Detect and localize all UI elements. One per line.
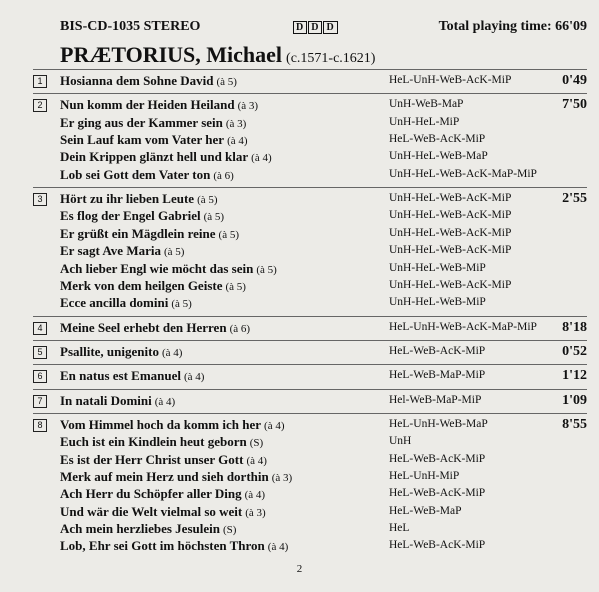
performers: HeL-WeB-AcK-MiP [389, 133, 486, 146]
performers: HeL-WeB-MaP [389, 504, 462, 517]
track-duration: 0'52 [562, 343, 587, 359]
track-title [60, 451, 267, 470]
track-number: 6 [33, 370, 47, 383]
track-title [60, 277, 246, 296]
track-title [60, 367, 204, 386]
voice-count: (à 3) [237, 100, 259, 113]
track-title-text: Es flog der Engel Gabriel [60, 208, 201, 224]
track-title-text: En natus est Emanuel [60, 368, 181, 384]
track-part-row [0, 131, 599, 148]
track-title-text: Er sagt Ave Maria [60, 243, 161, 259]
track-title-text: Er grüßt ein Mägdlein reine [60, 225, 216, 241]
track-row [0, 190, 599, 207]
track-part-row [0, 242, 599, 259]
track-title [60, 416, 285, 435]
track-title [60, 319, 250, 338]
track-row [0, 392, 599, 409]
track-part-row [0, 537, 599, 554]
track-row [0, 416, 599, 433]
voice-count: (à 4) [246, 454, 267, 467]
composer-name: PRÆTORIUS, Michael [60, 42, 283, 67]
track-duration: 0'49 [562, 73, 587, 88]
track-title [60, 294, 192, 313]
voice-count: (S) [249, 437, 264, 450]
track-title [60, 166, 234, 185]
ddd-letter: D [293, 21, 307, 34]
track-title [60, 260, 277, 279]
voice-count: (à 5) [256, 263, 277, 276]
voice-count: (à 4) [267, 541, 289, 554]
track-divider [33, 93, 587, 94]
performers: UnH-HeL-WeB-AcK-MaP-MiP [389, 167, 537, 180]
performers: HeL-WeB-AcK-MiP [389, 452, 486, 465]
track-part-row [0, 166, 599, 183]
track-title [60, 468, 292, 487]
track-title [60, 242, 184, 261]
voice-count: (à 6) [213, 169, 234, 182]
track-part-row [0, 433, 599, 450]
voice-count: (à 6) [229, 322, 251, 335]
track-title [60, 207, 224, 226]
track-title-text: Hosianna dem Sohne David [60, 73, 214, 88]
track-duration: 1'12 [562, 368, 587, 384]
track-number: 5 [33, 346, 47, 359]
performers: UnH-HeL-WeB-AcK-MiP [389, 209, 512, 222]
track-title-text: Psallite, unigenito [60, 343, 159, 359]
track-title-text: Sein Lauf kam vom Vater her [60, 132, 225, 148]
track-title-text: In natali Domini [60, 392, 152, 408]
track-title-text: Und wär die Welt vielmal so weit [60, 503, 243, 519]
track-title-text: Dein Krippen glänzt hell und klar [60, 149, 249, 165]
track-title-text: Vom Himmel hoch da komm ich her [60, 416, 262, 432]
track-row [0, 343, 599, 360]
track-title-text: Merk auf mein Herz und sieh dorthin [60, 469, 269, 484]
ddd-letter: D [308, 21, 322, 34]
track-title [60, 392, 175, 411]
track-title-text: Merk von dem heilgen Geiste [60, 277, 223, 293]
track-duration: 8'55 [562, 416, 587, 432]
track-divider [33, 413, 587, 414]
performers: UnH-HeL-WeB-MaP [389, 150, 488, 163]
track-part-row [0, 277, 599, 294]
voice-count: (à 4) [154, 395, 176, 408]
track-number: 4 [33, 322, 47, 335]
performers: HeL-UnH-MiP [389, 470, 460, 482]
track-title-text: Ach mein herzliebes Jesulein [60, 521, 220, 537]
performers: UnH-HeL-WeB-AcK-MiP [389, 192, 512, 205]
track-part-row [0, 294, 599, 311]
performers: UnH [389, 435, 412, 448]
composer-dates: (c.1571-c.1621) [286, 51, 376, 66]
track-part-row [0, 225, 599, 242]
track-number: 8 [33, 419, 47, 432]
voice-count: (à 4) [184, 371, 205, 384]
track-row [0, 319, 599, 336]
track-divider [33, 340, 587, 341]
track-title [60, 190, 218, 209]
track-number: 1 [33, 75, 47, 88]
track-part-row [0, 148, 599, 165]
track-divider [33, 316, 587, 317]
voice-count: (à 5) [171, 298, 192, 311]
track-title [60, 343, 182, 362]
track-number: 3 [33, 193, 47, 206]
track-part-row [0, 260, 599, 277]
performers: UnH-HeL-WeB-AcK-MiP [389, 226, 512, 239]
track-title-text: Ach Herr du Schöpfer aller Ding [60, 486, 242, 502]
voice-count: (à 4) [227, 135, 248, 148]
voice-count: (à 4) [161, 346, 183, 359]
performers: Hel-WeB-MaP-MiP [389, 393, 482, 406]
track-part-row [0, 503, 599, 520]
performers: HeL-WeB-AcK-MiP [389, 344, 486, 357]
track-title [60, 537, 288, 556]
performers: UnH-HeL-WeB-AcK-MiP [389, 278, 512, 291]
track-title-text: Nun komm der Heiden Heiland [60, 97, 235, 113]
track-part-row [0, 451, 599, 468]
track-divider [33, 389, 587, 390]
track-divider [33, 69, 587, 70]
track-row [0, 72, 599, 89]
track-title-text: Euch ist ein Kindlein heut geborn [60, 434, 247, 450]
track-title [60, 148, 272, 167]
track-title-text: Hört zu ihr lieben Leute [60, 191, 195, 207]
track-title [60, 433, 263, 452]
track-divider [33, 187, 587, 188]
track-row [0, 96, 599, 113]
ddd-letter: D [323, 21, 337, 34]
voice-count: (à 5) [163, 246, 185, 259]
track-row [0, 367, 599, 384]
track-title [60, 520, 236, 539]
track-title [60, 485, 265, 504]
voice-count: (à 4) [251, 152, 272, 165]
track-title-text: Ecce ancilla domini [60, 295, 169, 311]
voice-count: (à 3) [271, 472, 293, 484]
track-duration: 2'55 [562, 191, 587, 207]
track-title [60, 114, 246, 133]
performers: HeL-UnH-WeB-AcK-MiP [389, 74, 512, 86]
track-part-row [0, 468, 599, 485]
performers: UnH-HeL-WeB-MiP [389, 296, 486, 309]
track-title [60, 131, 248, 150]
track-title [60, 96, 258, 115]
track-part-row [0, 485, 599, 502]
total-playing-time: Total playing time: 66'09 [438, 19, 587, 34]
voice-count: (à 5) [197, 194, 218, 207]
track-title [60, 72, 237, 91]
track-title-text: Ach lieber Engl wie möcht das sein [60, 260, 254, 276]
track-title-text: Lob, Ehr sei Gott im höchsten Thron [60, 538, 265, 554]
voice-count: (à 5) [218, 228, 239, 241]
track-divider [33, 364, 587, 365]
performers: HeL-WeB-AcK-MiP [389, 487, 486, 500]
voice-count: (à 5) [203, 211, 225, 224]
voice-count: (à 3) [245, 506, 266, 519]
track-duration: 7'50 [562, 97, 587, 113]
performers: HeL-WeB-MaP-MiP [389, 369, 486, 382]
voice-count: (S) [222, 524, 237, 537]
track-number: 2 [33, 99, 47, 112]
catalog-number: BIS-CD-1035 STEREO [60, 19, 201, 34]
performers: UnH-WeB-MaP [389, 98, 464, 111]
header [60, 19, 587, 39]
performers: HeL-UnH-WeB-MaP [389, 417, 488, 430]
composer-heading [60, 42, 375, 68]
voice-count: (à 4) [244, 489, 266, 502]
performers: UnH-HeL-WeB-AcK-MiP [389, 244, 512, 257]
ddd-badge [293, 21, 339, 34]
voice-count: (à 5) [216, 76, 237, 88]
performers: UnH-HeL-WeB-MiP [389, 261, 486, 274]
track-title-text: Es ist der Herr Christ unser Gott [60, 451, 244, 467]
voice-count: (à 3) [225, 117, 247, 130]
performers: HeL-WeB-AcK-MiP [389, 539, 486, 552]
track-part-row [0, 520, 599, 537]
track-part-row [0, 114, 599, 131]
track-title [60, 503, 266, 522]
page-number: 2 [296, 563, 303, 575]
performers: UnH-HeL-MiP [389, 115, 460, 128]
track-title [60, 225, 239, 244]
track-number: 7 [33, 395, 47, 408]
track-title-text: Meine Seel erhebt den Herren [60, 319, 227, 335]
voice-count: (à 5) [225, 280, 246, 293]
performers: HeL [389, 522, 410, 535]
track-duration: 1'09 [562, 392, 587, 408]
performers: HeL-UnH-WeB-AcK-MaP-MiP [389, 320, 537, 333]
track-title-text: Lob sei Gott dem Vater ton [60, 166, 211, 182]
voice-count: (à 4) [264, 419, 285, 432]
track-title-text: Er ging aus der Kammer sein [60, 114, 223, 130]
track-part-row [0, 207, 599, 224]
track-duration: 8'18 [562, 319, 587, 335]
